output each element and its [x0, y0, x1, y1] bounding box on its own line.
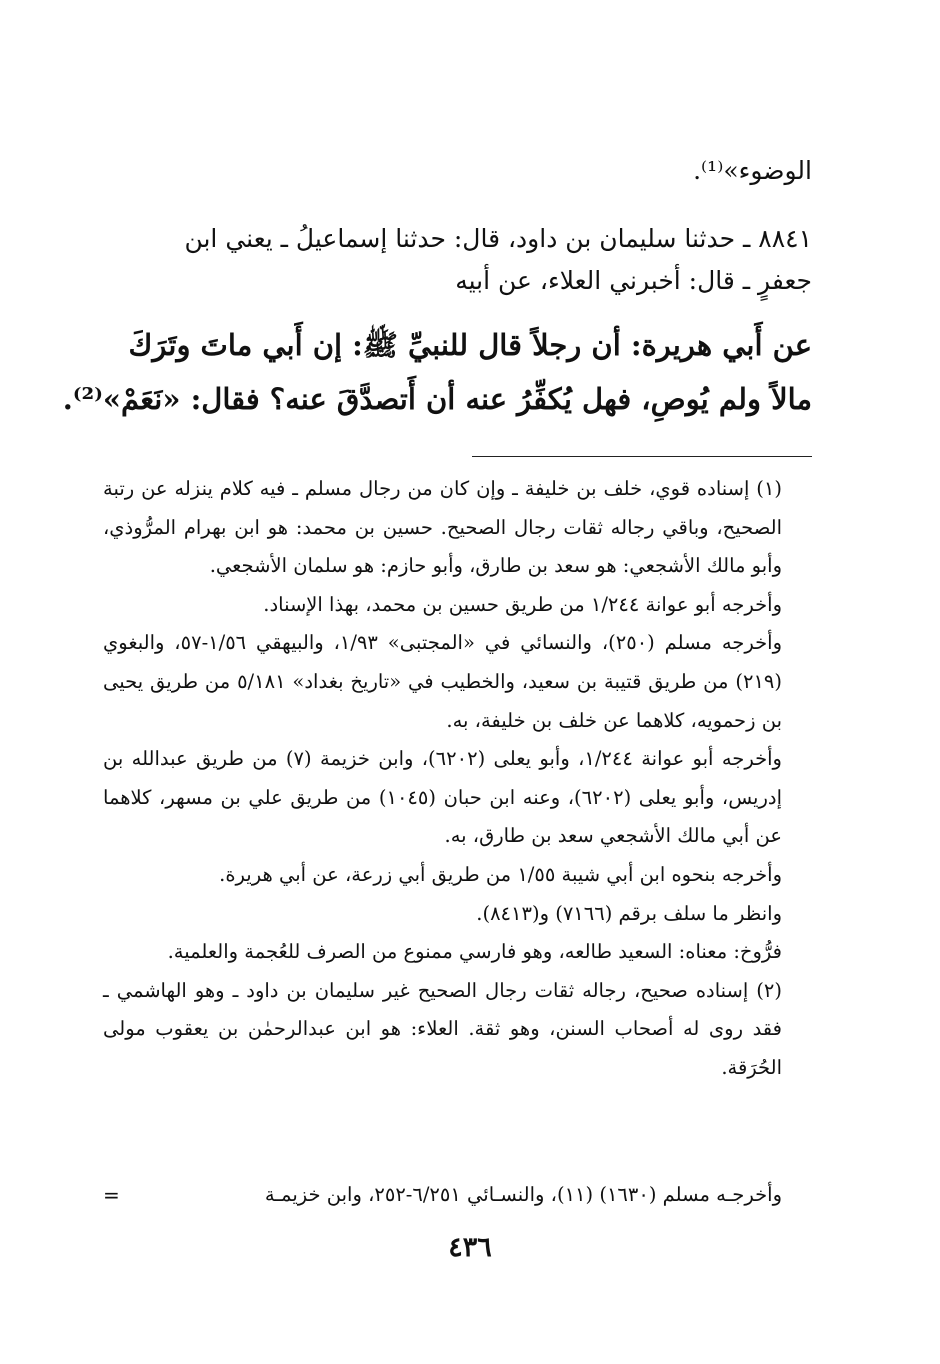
footnote-1-paragraph-5: وأخرجه بنحوه ابن أبي شيبة ١/٥٥ من طريق أبي زرعة، عن أبي هريرة.: [219, 862, 782, 886]
page-number: ٤٣٦: [448, 1232, 492, 1263]
continuation-mark: =: [103, 1183, 120, 1207]
footnote-2-paragraph-2-row: [103, 1176, 812, 1214]
footnote-1-paragraph-7: فرُّوخ: معناه: السعيد طالعه، وهو فارسي ممنوع من الصرف للعُجمة والعلمية.: [167, 940, 782, 964]
hadith-isnad: [103, 218, 812, 302]
footnote-1-paragraph-6: وانظر ما سلف برقم (٧١٦٦) و(٨٤١٣).: [476, 901, 782, 925]
footnote-1-paragraph-2: وأخرجه أبو عوانة ١/٢٤٤ من طريق حسين بن محمد، بهذا الإسناد.: [263, 592, 782, 616]
footnote-1-paragraph-4: وأخرجه أبو عوانة ١/٢٤٤، وأبو يعلى (٦٢٠٢)، وابن خزيمة (٧) من طريق عبدالله بن إدريس، وأبو يعلى (٦٢٠٢)، وعنه ابن حبان (١٠٤٥) من طريق علي بن مسهر، كلاهما عن أبي مالك الأشجعي سعد بن طارق، به.: [103, 747, 782, 848]
footnote-separator: [472, 456, 812, 457]
footnote-2-paragraph-2: وأخرجـه مسلم (١٦٣٠) (١١)، والنسـائي ٦/٢٥١-٢٥٢، وابن خزيمـة: [264, 1183, 782, 1206]
isnad-line-2: جعفرٍ ـ قال: أخبرني العلاء، عن أبيه: [455, 266, 812, 295]
matn-line-2: مالاً ولم يُوصِ، فهل يُكفِّرُ عنه أن أَتصدَّقَ عنه؟ فقال: «نَعَمْ»⁽²⁾.: [62, 382, 812, 416]
footnote-1-paragraph-1: (١) إسناده قوي، خلف بن خليفة ـ وإن كان من رجال مسلم ـ فيه كلام ينزله عن رتبة الصحيح، وباقي رجاله ثقات رجال الصحيح. حسين بن محمد: هو ابن بهرام المرُّوذي، وأبو مالك الأشجعي: هو سعد بن طارق، وأبو حازم: هو سلمان الأشجعي.: [103, 477, 782, 578]
matn-line-1: عن أَبي هريرة: أن رجلاً قال للنبيِّ ﷺ: إن أَبي ماتَ وتَرَكَ: [128, 328, 812, 362]
isnad-line-1: ٨٨٤١ ـ حدثنا سليمان بن داود، قال: حدثنا إسماعيلُ ـ يعني ابن: [184, 224, 812, 253]
footnote-1-paragraph-3: وأخرجه مسلم (٢٥٠)، والنسائي في «المجتبى» ١/٩٣، والبيهقي ١/٥٦-٥٧، والبغوي (٢١٩) من طريق قتيبة بن سعيد، والخطيب في «تاريخ بغداد» ٥/١٨١ من طريق يحيى بن زحمويه، كلاهما عن خلف بن خليفة، به.: [103, 631, 783, 732]
main-text-continuation: [103, 150, 812, 192]
hadith-matn: [62, 318, 812, 426]
footnote-2-paragraph-1: (٢) إسناده صحيح، رجاله ثقات رجال الصحيح غير سليمان بن داود ـ وهو الهاشمي ـ فقد روى له أصحاب السنن، وهو ثقة. العلاء: هو ابن عبدالرحمٰن بن يعقوب مولى الحُرَقة.: [103, 978, 782, 1079]
continuation-line: الوضوء»⁽¹⁾.: [693, 156, 812, 185]
footnotes: [103, 470, 812, 1088]
